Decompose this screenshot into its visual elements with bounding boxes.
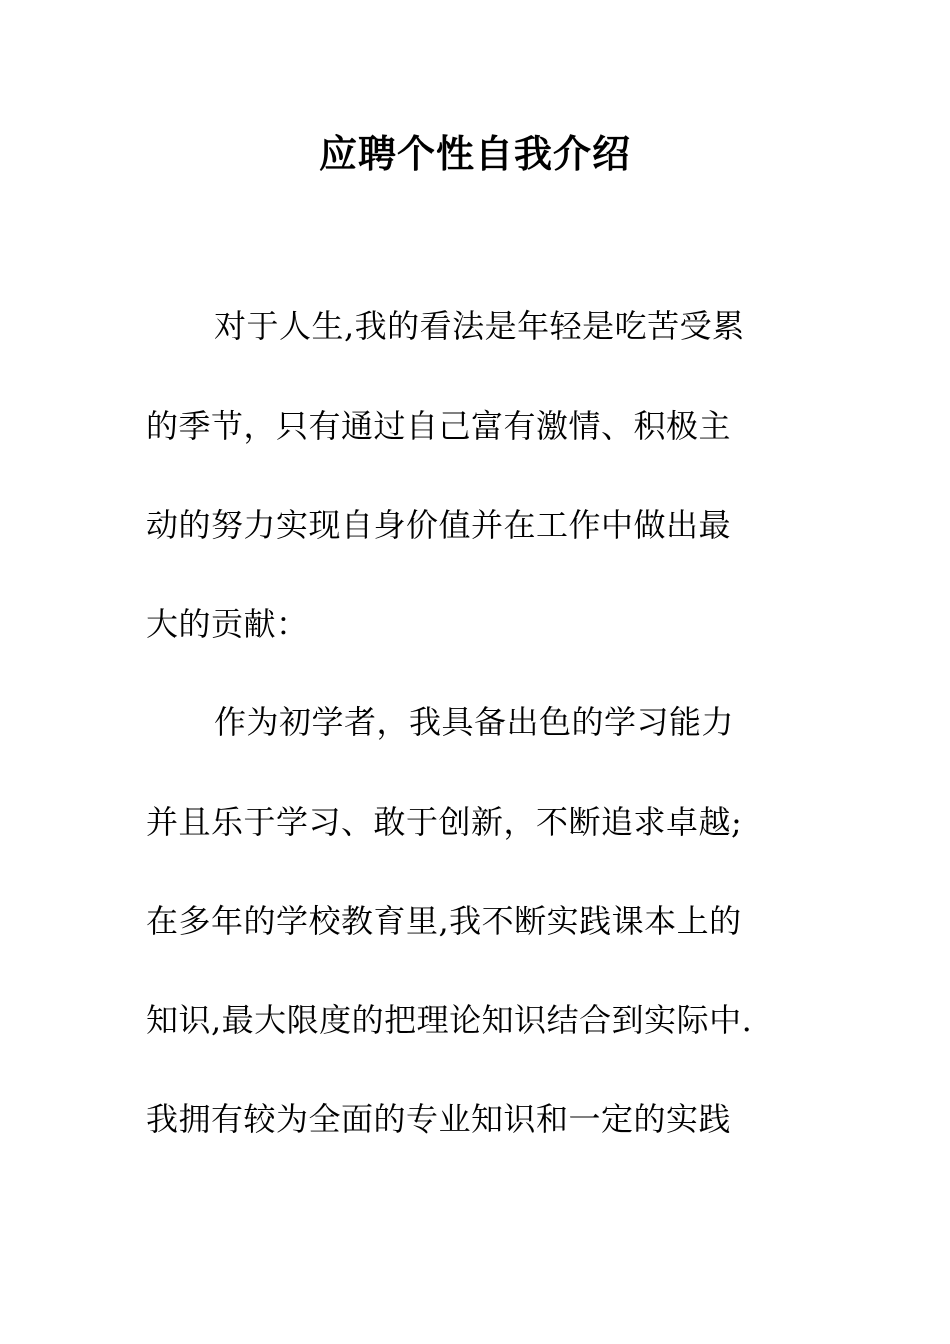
paragraph-line: 作为初学者，我具备出色的学习能力: [214, 703, 735, 741]
paragraph-line: 在多年的学校教育里,我不断实践课本上的: [146, 902, 742, 940]
paragraph-line: 的季节，只有通过自己富有激情、积极主: [146, 407, 732, 445]
document-title: 应聘个性自我介绍: [318, 131, 631, 176]
paragraph-line: 我拥有较为全面的专业知识和一定的实践: [146, 1100, 732, 1138]
paragraph-line: 知识,最大限度的把理论知识结合到实际中.: [146, 1001, 753, 1039]
paragraph-line: 并且乐于学习、敢于创新，不断追求卓越;: [146, 803, 743, 841]
paragraph-line: 动的努力实现自身价值并在工作中做出最: [146, 506, 732, 544]
paragraph-line: 大的贡献：: [146, 605, 309, 643]
paragraph-line: 对于人生,我的看法是年轻是吃苦受累: [214, 307, 745, 345]
